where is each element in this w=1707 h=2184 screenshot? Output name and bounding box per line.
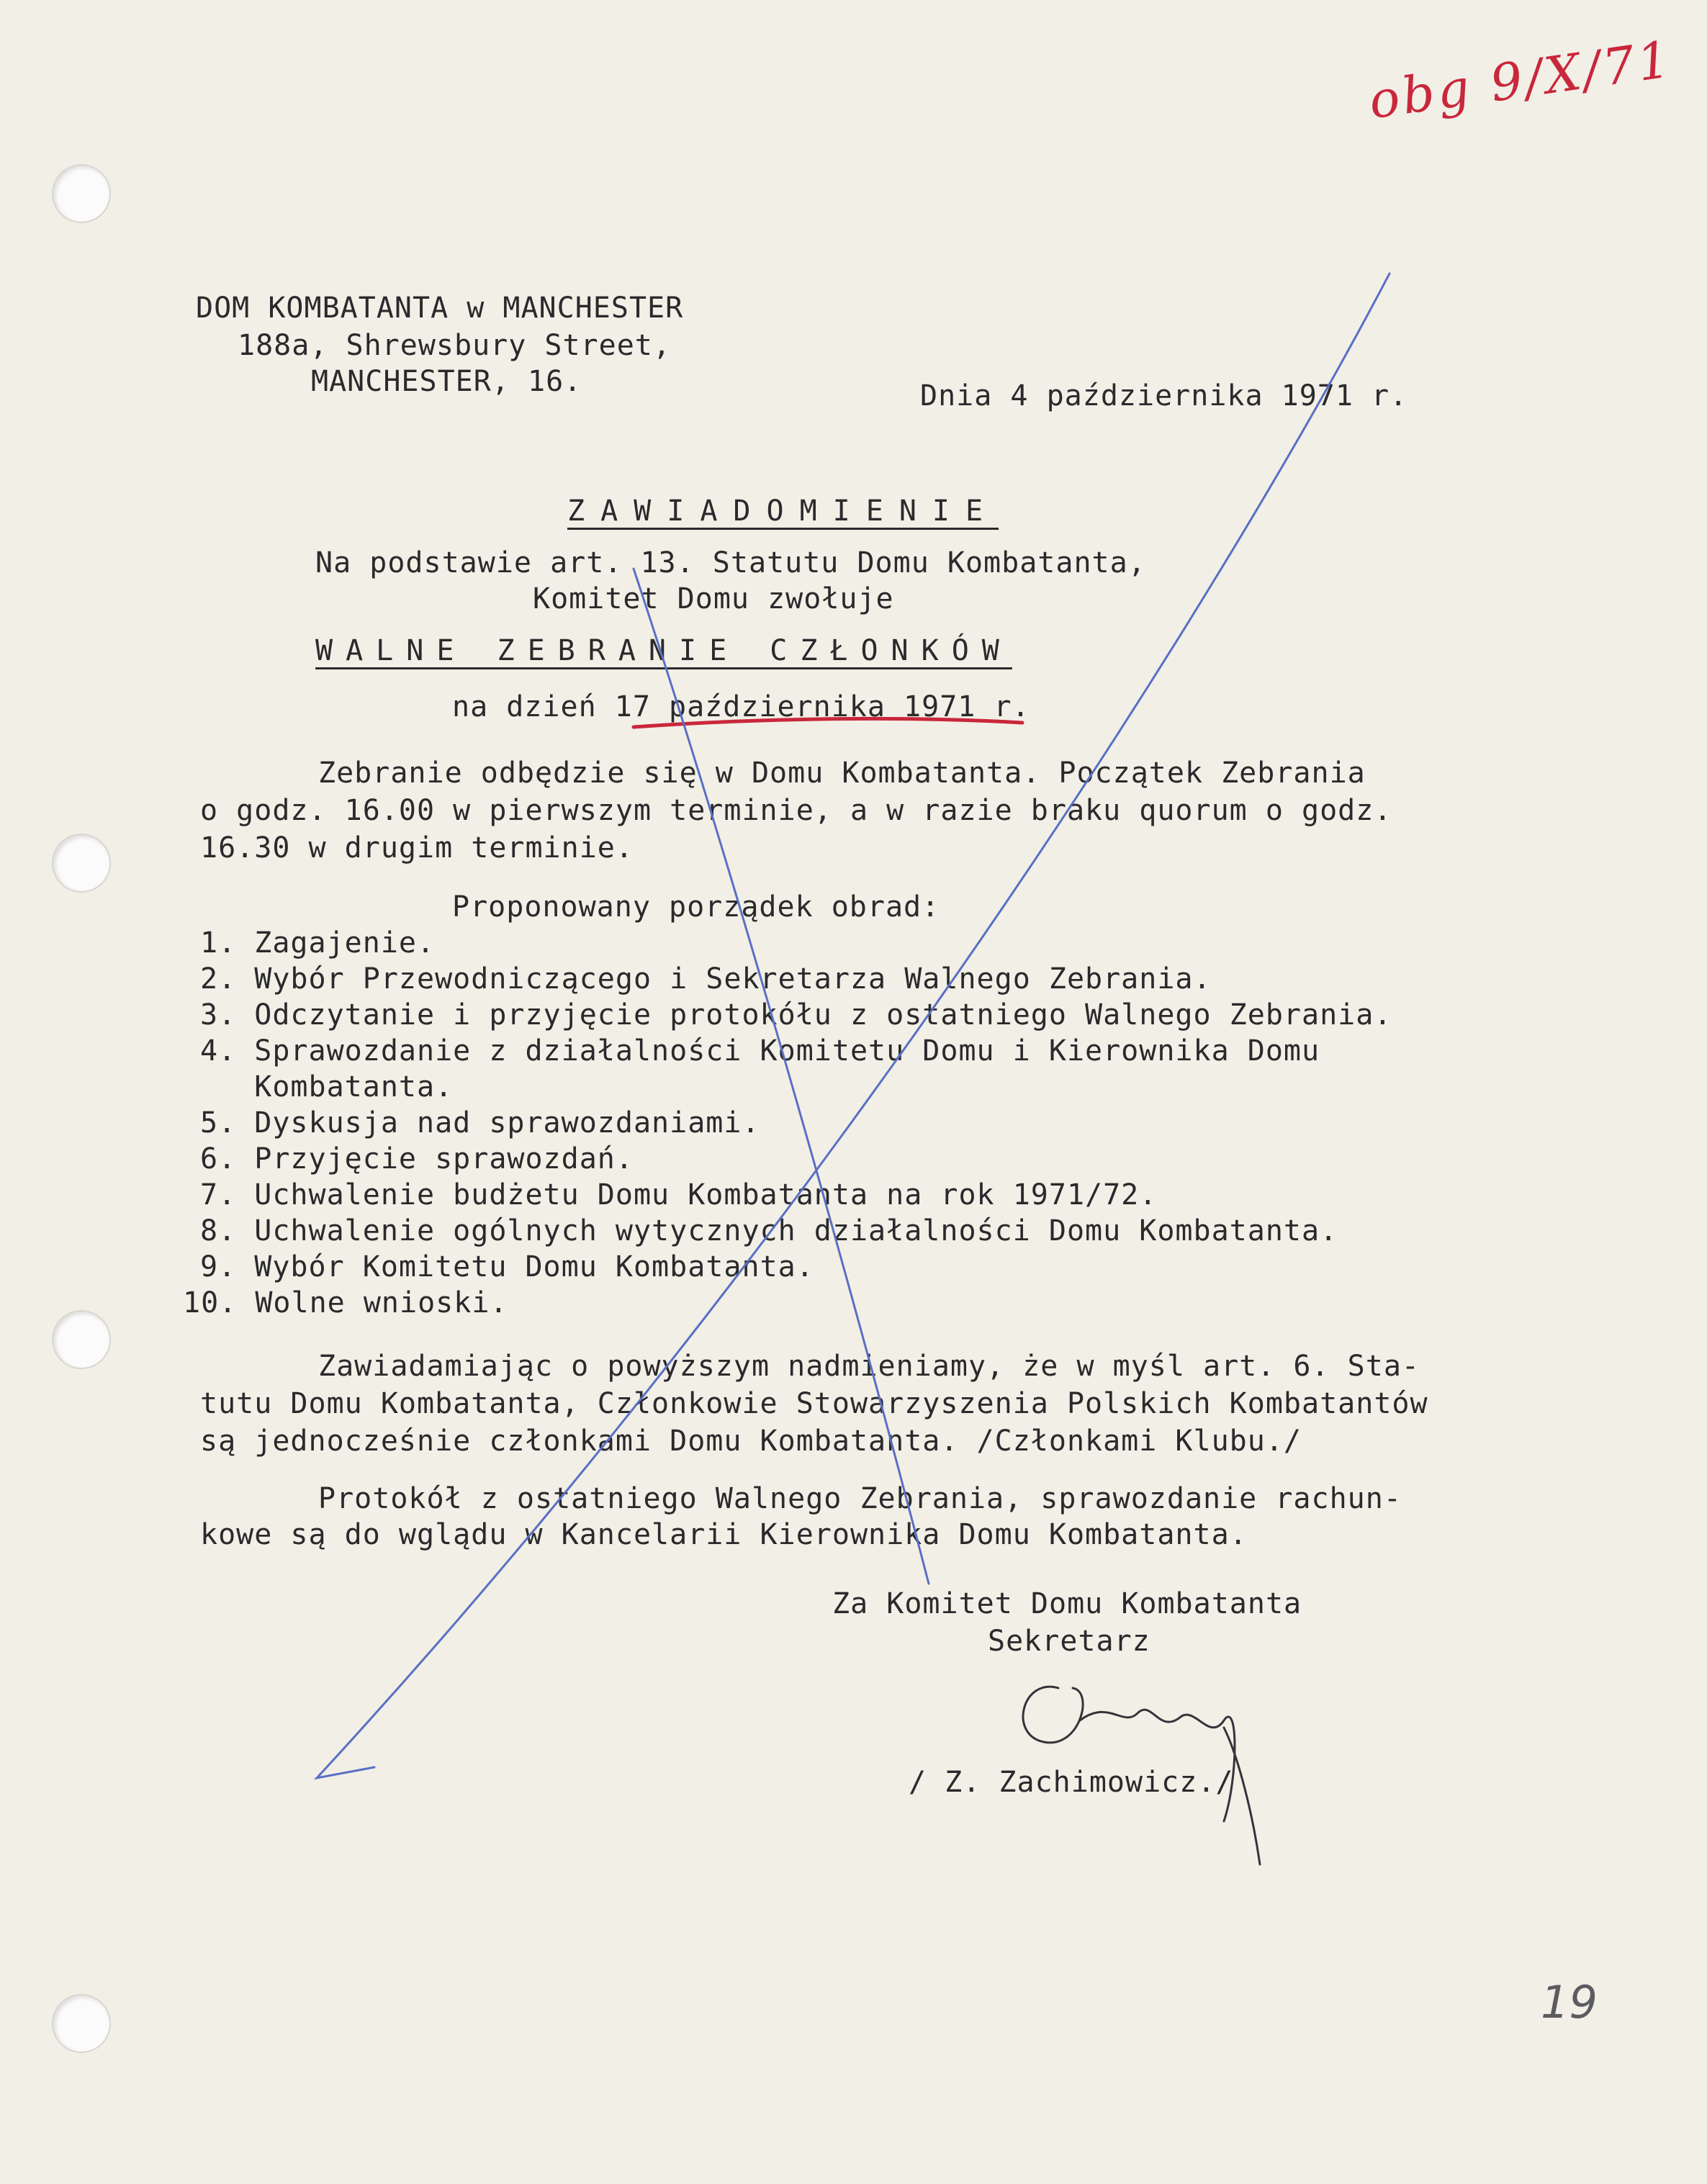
handwritten-red-note: obg 9/X/71	[1365, 29, 1677, 131]
intro-line-1: Na podstawie art. 13. Statutu Domu Kombatanta,	[315, 546, 1146, 579]
agenda-item: 8. Uchwalenie ogólnych wytycznych działalności Domu Kombatanta.	[200, 1214, 1338, 1247]
agenda-item: 2. Wybór Przewodniczącego i Sekretarza Walnego Zebrania.	[200, 962, 1212, 996]
letter-date: Dnia 4 października 1971 r.	[920, 379, 1408, 412]
document-title: ZAWIADOMIENIE	[567, 495, 999, 528]
blue-cross-stroke-1	[317, 274, 1390, 1778]
agenda-item: 6. Przyjęcie sprawozdań.	[200, 1142, 634, 1176]
paragraph-1-line-3: 16.30 w drugim terminie.	[200, 831, 634, 865]
meeting-title: WALNE ZEBRANIE CZŁONKÓW	[315, 634, 1012, 667]
red-underline-mark	[634, 718, 1022, 727]
agenda-item: 10. Wolne wnioski.	[183, 1286, 508, 1319]
paragraph-2-line-2: tutu Domu Kombatanta, Członkowie Stowarzyszenia Polskich Kombatantów	[200, 1387, 1428, 1420]
agenda-item: 1. Zagajenie.	[200, 926, 436, 960]
agenda-item: 7. Uchwalenie budżetu Domu Kombatanta na rok 1971/72.	[200, 1178, 1158, 1211]
letterhead-line-3: MANCHESTER, 16.	[311, 365, 582, 398]
agenda-item: 5. Dyskusja nad sprawozdaniami.	[200, 1106, 760, 1140]
paragraph-2-line-1: Zawiadamiając o powyższym nadmieniamy, że w myśl art. 6. Sta-	[318, 1350, 1420, 1383]
paragraph-3-line-1: Protokół z ostatniego Walnego Zebrania, sprawozdanie rachun-	[318, 1482, 1402, 1515]
paragraph-1-line-1: Zebranie odbędzie się w Domu Kombatanta. Początek Zebrania	[318, 757, 1366, 790]
signature-committee: Za Komitet Domu Kombatanta	[832, 1587, 1302, 1620]
meeting-date: na dzień 17 października 1971 r.	[452, 690, 1030, 723]
letterhead-line-1: DOM KOMBATANTA w MANCHESTER	[196, 292, 684, 325]
agenda-item: 9. Wybór Komitetu Domu Kombatanta.	[200, 1250, 814, 1283]
signature-scribble	[1023, 1687, 1260, 1864]
agenda-heading: Proponowany porządek obrad:	[452, 890, 940, 924]
agenda-item: Kombatanta.	[200, 1070, 454, 1104]
paragraph-1-line-2: o godz. 16.00 w pierwszym terminie, a w razie braku quorum o godz.	[200, 794, 1392, 827]
paragraph-2-line-3: są jednocześnie członkami Domu Kombatanta. /Członkami Klubu./	[200, 1425, 1302, 1458]
agenda-item: 3. Odczytanie i przyjęcie protokółu z ostatniego Walnego Zebrania.	[200, 998, 1392, 1032]
signature-typed-name: / Z. Zachimowicz./	[909, 1766, 1234, 1799]
paragraph-3-line-2: kowe są do wglądu w Kancelarii Kierownika Domu Kombatanta.	[200, 1518, 1248, 1551]
letterhead-line-2: 188a, Shrewsbury Street,	[238, 329, 671, 362]
intro-line-2: Komitet Domu zwołuje	[533, 582, 894, 615]
signature-role: Sekretarz	[988, 1625, 1150, 1658]
agenda-item: 4. Sprawozdanie z działalności Komitetu Domu i Kierownika Domu	[200, 1034, 1320, 1068]
handwritten-page-number: 19	[1541, 1976, 1598, 2029]
